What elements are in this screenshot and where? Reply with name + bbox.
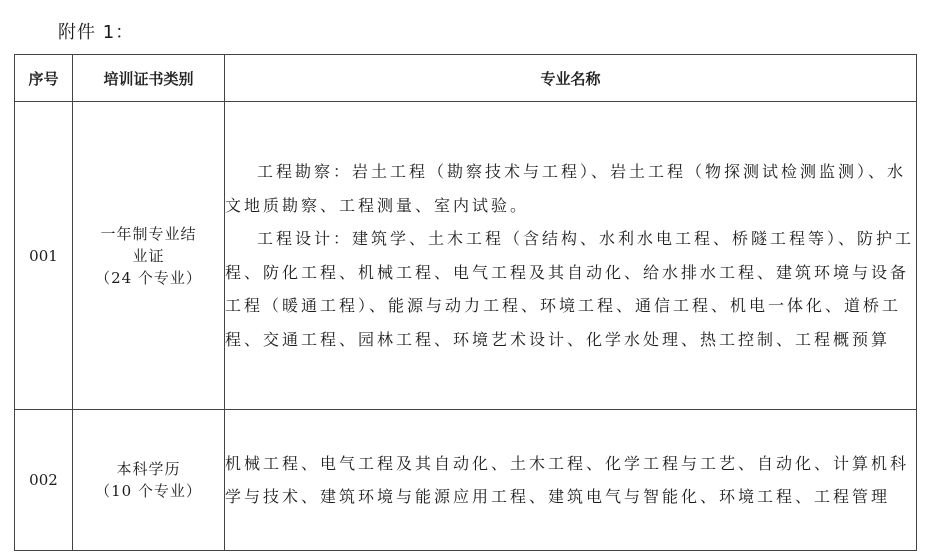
header-majors: 专业名称 — [225, 55, 917, 102]
header-category: 培训证书类别 — [73, 55, 225, 102]
category-line: 一年制专业结 — [100, 224, 197, 243]
row-majors — [225, 102, 917, 410]
header-index: 序号 — [15, 55, 73, 102]
attachment-label: 附件 1： — [58, 22, 135, 43]
majors-paragraph: 工程设计：建筑学、土木工程（含结构、水利水电工程、桥隧工程等）、防护工程、防化工程、机械工程、电气工程及其自动化、给水排水工程、建筑环境与设备工程（暖通工程）、能源与动力工程、环境工程、通信工程、机电一体化、道桥工程、交通工程、园林工程、环境艺术设计、化学水处理、热工控制、工程概预算 — [225, 229, 915, 349]
category-line: 本科学历 — [116, 460, 181, 478]
majors-paragraph: 机械工程、电气工程及其自动化、土木工程、化学工程与工艺、自动化、计算机科学与技术、建筑环境与能源应用工程、建筑电气与智能化、环境工程、工程管理 — [225, 453, 910, 506]
row-index: 002 — [15, 410, 73, 551]
majors-table — [14, 54, 917, 551]
category-count: （10 个专业） — [95, 482, 202, 500]
category-line: 业证 — [132, 246, 165, 265]
table-row — [15, 410, 917, 551]
category-count: （24 个专业） — [95, 268, 202, 287]
table-row — [15, 102, 917, 410]
row-category — [73, 102, 225, 410]
row-index: 001 — [15, 102, 73, 410]
row-category — [73, 410, 225, 551]
majors-paragraph: 工程勘察：岩土工程（勘察技术与工程）、岩土工程（物探测试检测监测）、水文地质勘察、工程测量、室内试验。 — [225, 162, 907, 215]
table-header-row — [15, 55, 917, 102]
row-majors — [225, 410, 917, 551]
